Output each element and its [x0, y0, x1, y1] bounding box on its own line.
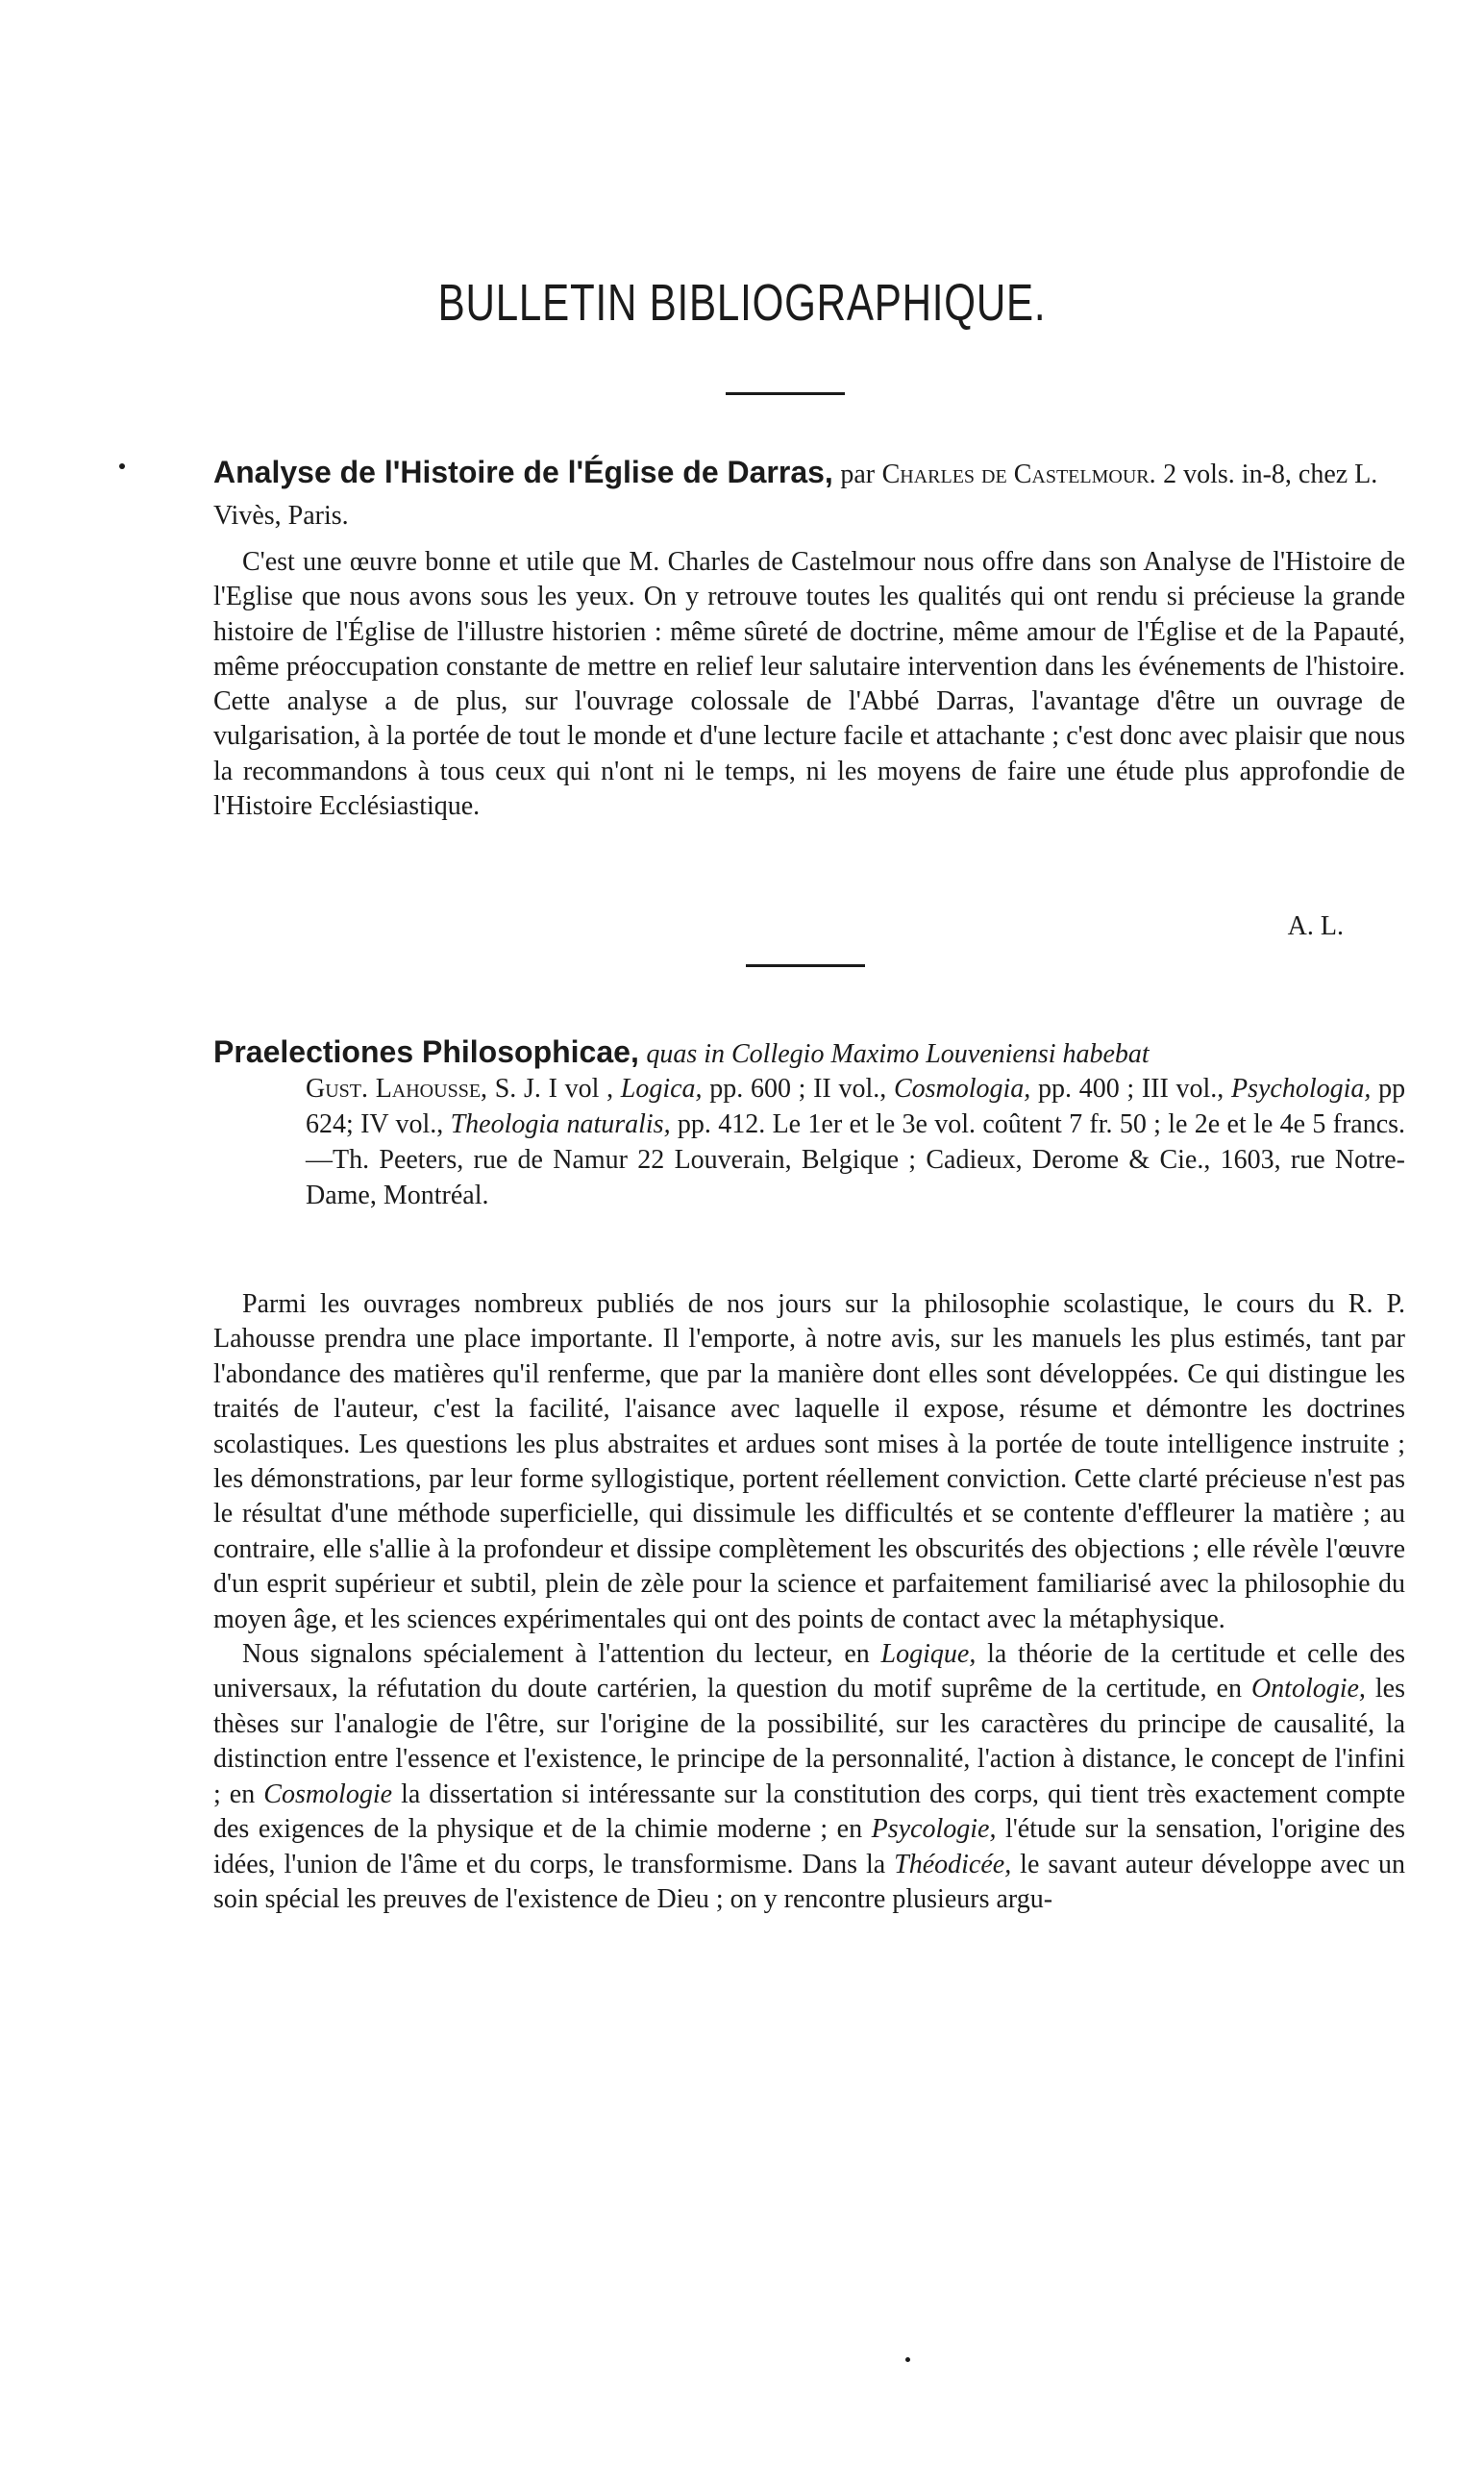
- p2-text-d: la dissertation si intéressante sur la constitution des corps, qui tient très exactement compte des exigences de la physique et de la chimie moderne ; en: [213, 1779, 1406, 1845]
- review2-author: Gust. Lahousse, S. J.: [306, 1074, 541, 1104]
- review2-subtitle: quas in Collegio Maximo Louveniensi habebat: [646, 1039, 1150, 1069]
- review1-author: Charles de Castelmour.: [881, 460, 1156, 489]
- p2-theodicee: Théodicée,: [894, 1849, 1012, 1879]
- review2-vol3-title: Psychologia,: [1231, 1074, 1372, 1104]
- p2-ontologie: Ontologie,: [1250, 1674, 1366, 1704]
- p2-text-b: la théorie de la certitude et celle des universaux, la réfutation du doute cartérien, la question du motif suprême de la certitude, en: [213, 1639, 1406, 1704]
- review1-par: par: [840, 460, 876, 489]
- p2-text-c: les thèses sur l'analogie de l'être, sur l'origine de la possibilité, sur les caractères du principe de causalité, la distinction entre l'essence et l'existence, le principe de la personnalité, l'action à distance, le concept de l'infini ; en: [213, 1674, 1405, 1809]
- review2-vol1: I vol ,: [548, 1074, 614, 1104]
- margin-mark-bottom: [905, 2357, 910, 2362]
- p2-logique: Logique,: [880, 1639, 977, 1670]
- review2-vol2-title: Cosmologia,: [893, 1074, 1031, 1104]
- review1-signature: A. L.: [1287, 911, 1344, 941]
- review2-paragraph-1: Parmi les ouvrages nombreux publiés de nos jours sur la philosophie scolastique, le cours du R. P. Lahousse prendra une place importante. Il l'emporte, à notre avis, sur les manuels les plus estimés, tant par l'abondance des matières qu'il renferme, que par la manière dont elles sont développées. Ce qui distingue les traités de l'auteur, c'est la facilité, l'aisance avec laquelle il expose, résume et démontre les doctrines scolastiques. Les questions les plus abstraites et ardues sont mises à la portée de toute intelligence instruite ; les démonstrations, par leur forme syllogistique, portent réellement conviction. Cette clarté précieuse n'est pas le résultat d'une méthode superficielle, qui dissimule les difficultés et se contente d'effleurer la matière ; au contraire, elle s'allie à la profondeur et dissipe complètement les obscurités des objections ; elle révèle l'œuvre d'un esprit supérieur et subtil, plein de zèle pour la science et parfaitement familiarisé avec la philosophie du moyen âge, et les sciences expérimentales qui ont des points de contact avec la métaphysique.: [213, 1289, 1405, 1634]
- review2-vol2-pages: pp. 400 ; III vol.,: [1038, 1074, 1224, 1104]
- review1-heading: [213, 452, 1405, 536]
- review2-vol4-pages: pp. 412.: [677, 1109, 766, 1139]
- review2-heading: [213, 1032, 1405, 1075]
- title-divider: [726, 392, 845, 395]
- review2-body: [213, 1287, 1405, 1917]
- page-title: BULLETIN BIBLIOGRAPHIQUE.: [437, 274, 1047, 332]
- review2-vol4-title: Theologia naturalis,: [450, 1109, 671, 1139]
- review2-paragraph-2: [213, 1637, 1405, 1917]
- review2-prices: Le 1er et le 3e vol. coûtent 7 fr. 50 ; le 2e et le 4e 5 francs.—Th. Peeters, rue de Namur 22 Louverain, Belgique ; Cadieux, Derome & Cie., 1603, rue Notre-Dame, Montréal.: [306, 1109, 1406, 1210]
- review1-body: [213, 545, 1405, 824]
- review1-title: Analyse de l'Histoire de l'Église de Darras,: [213, 455, 833, 489]
- review2-vol3-pages: pp 624; IV vol.,: [306, 1074, 1406, 1139]
- review2-bibliographic-details: [306, 1071, 1405, 1213]
- review1-publication: 2 vols. in-8, chez L. Vivès, Paris.: [213, 460, 1378, 531]
- p2-text-f: le savant auteur développe avec un soin spécial les preuves de l'existence de Dieu ; on y rencontre plusieurs argu-: [213, 1849, 1406, 1914]
- section-divider: [746, 964, 865, 967]
- review2-vol1-title: Logica,: [620, 1074, 703, 1104]
- review1-paragraph: C'est une œuvre bonne et utile que M. Charles de Castelmour nous offre dans son Analyse de l'Histoire de l'Eglise que nous avons sous les yeux. On y retrouve toutes les qualités qui ont rendu si précieuse la grande histoire de l'Église de l'illustre historien : même sûreté de doctrine, même amour de l'Église et de la Papauté, même préoccupation constante de mettre en relief leur salutaire intervention dans les événements de l'histoire. Cette analyse a de plus, sur l'ouvrage colossale de l'Abbé Darras, l'avantage d'être un ouvrage de vulgarisation, à la portée de tout le monde et d'une lecture facile et attachante ; c'est donc avec plaisir que nous la recommandons à tous ceux qui n'ont ni le temps, ni les moyens de faire une étude plus approfondie de l'Histoire Ecclésiastique.: [213, 547, 1405, 822]
- p2-text-a: Nous signalons spécialement à l'attention du lecteur, en: [242, 1639, 870, 1670]
- review2-vol1-pages: pp. 600 ; II vol.,: [709, 1074, 887, 1104]
- review2-title: Praelectiones Philosophicae,: [213, 1034, 639, 1069]
- p2-psycologie: Psycologie,: [871, 1814, 997, 1845]
- p2-cosmologie: Cosmologie: [263, 1779, 393, 1809]
- margin-mark: [119, 463, 125, 469]
- p2-text-e: l'étude sur la sensation, l'origine des idées, l'union de l'âme et du corps, le transformisme. Dans la: [213, 1814, 1406, 1879]
